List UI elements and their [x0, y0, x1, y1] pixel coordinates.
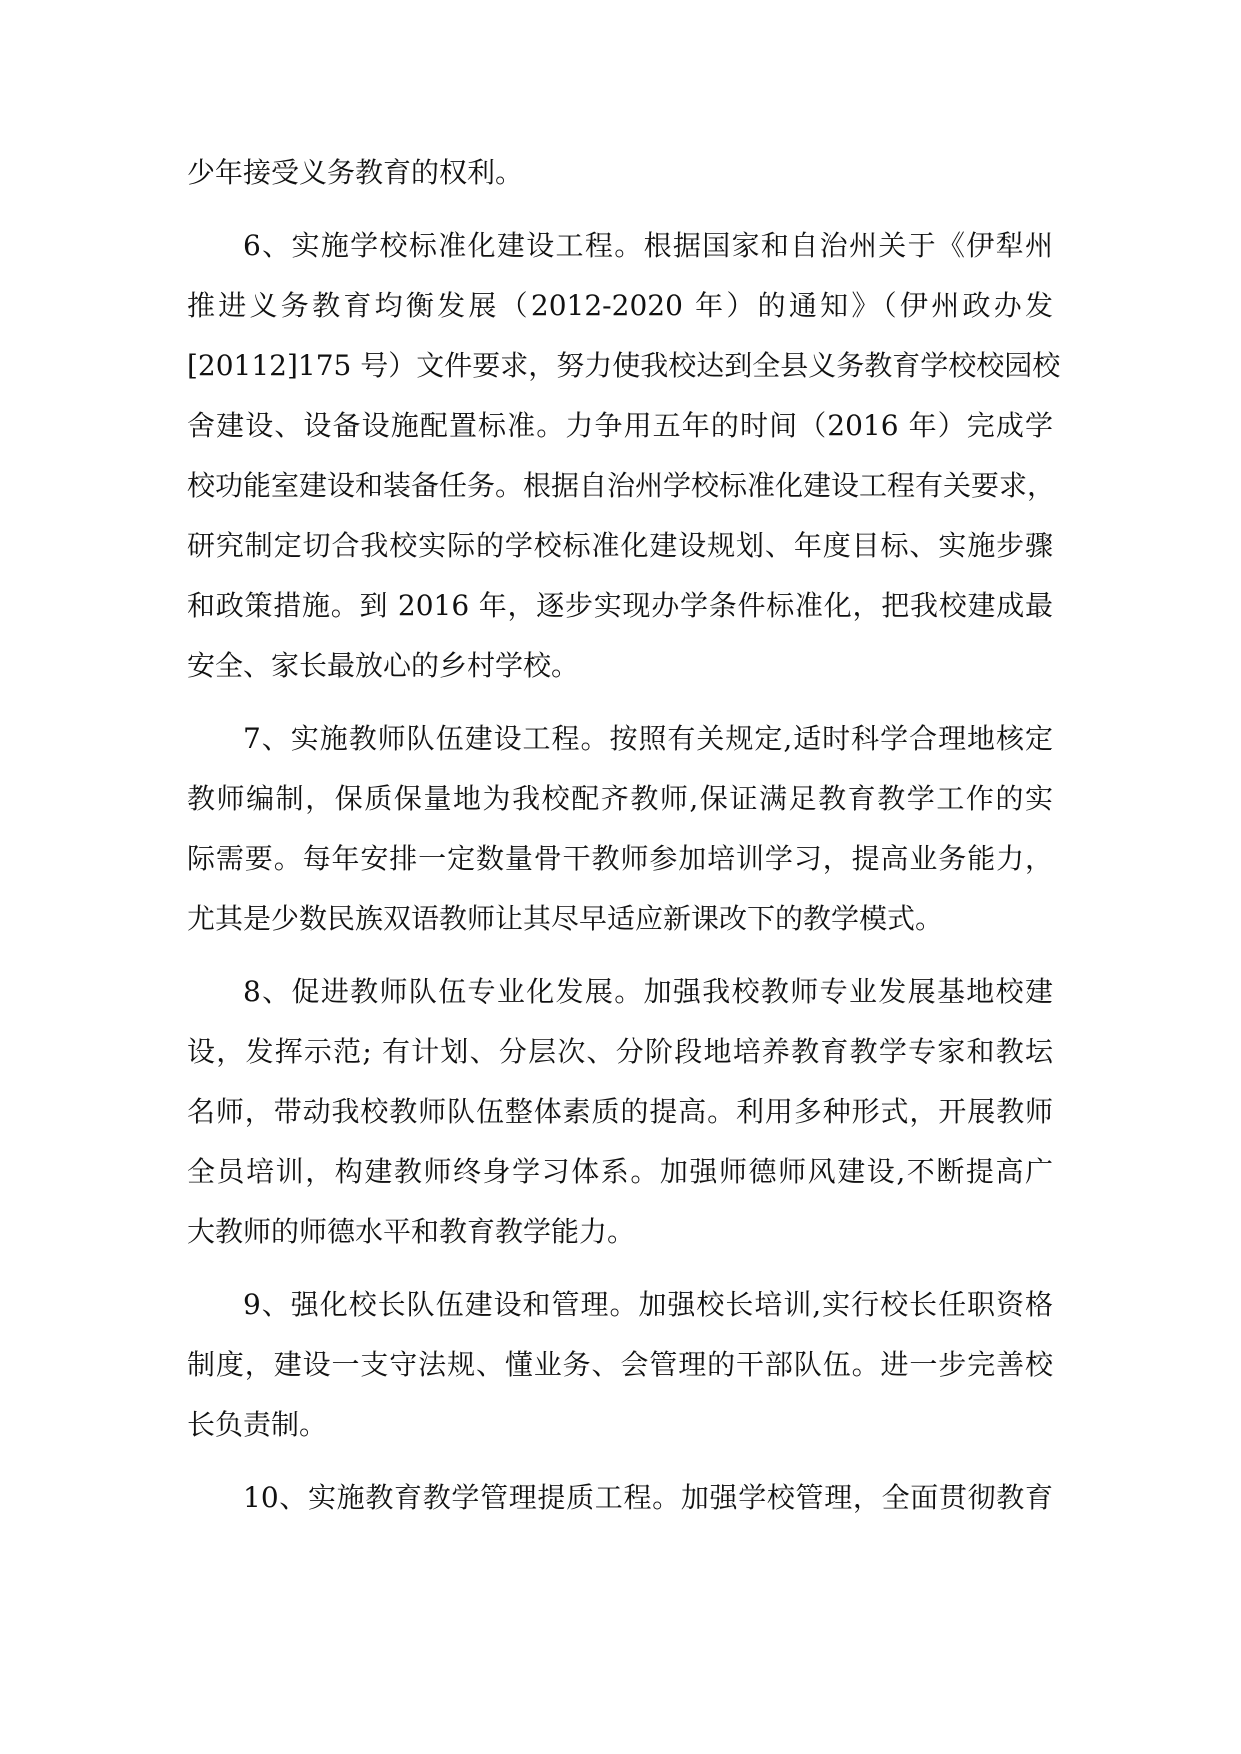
- text-line: 9、强化校长队伍建设和管理。加强校长培训,实行校长任职资格: [243, 1288, 1053, 1321]
- text-line: 校功能室建设和装备任务。根据自治州学校标准化建设工程有关要求，: [187, 469, 1056, 502]
- text-line: 6、实施学校标准化建设工程。根据国家和自治州关于《伊犁州: [243, 229, 1053, 262]
- text-line: 名师，带动我校教师队伍整体素质的提高。利用多种形式，开展教师: [187, 1095, 1053, 1128]
- text-line: 少年接受义务教育的权利。: [187, 156, 524, 189]
- text-line: 尤其是少数民族双语教师让其尽早适应新课改下的教学模式。: [187, 902, 944, 935]
- text-line: 际需要。每年安排一定数量骨干教师参加培训学习，提高业务能力，: [187, 842, 1053, 875]
- paragraph-item-6: [187, 216, 1061, 696]
- text-line: 制度，建设一支守法规、懂业务、会管理的干部队伍。进一步完善校: [187, 1348, 1053, 1381]
- text-line: 和政策措施。到 2016 年，逐步实现办学条件标准化，把我校建成最: [187, 589, 1053, 622]
- paragraph-item-9: [187, 1275, 1053, 1455]
- text-line: 8、促进教师队伍专业化发展。加强我校教师专业发展基地校建: [243, 975, 1053, 1008]
- text-line: 研究制定切合我校实际的学校标准化建设规划、年度目标、实施步骤: [187, 529, 1053, 562]
- paragraph-item-7: [187, 709, 1053, 949]
- text-line: 长负责制。: [187, 1408, 328, 1441]
- text-line: 全员培训，构建教师终身学习体系。加强师德师风建设,不断提高广: [187, 1155, 1053, 1188]
- text-line: 推进义务教育均衡发展（2012-2020 年）的通知》（伊州政办发: [187, 289, 1053, 322]
- text-line: 设，发挥示范; 有计划、分层次、分阶段地培养教育教学专家和教坛: [187, 1035, 1053, 1068]
- paragraph-continued: [187, 143, 1053, 203]
- text-line: 舍建设、设备设施配置标准。力争用五年的时间（2016 年）完成学: [187, 409, 1053, 442]
- text-line: 安全、家长最放心的乡村学校。: [187, 649, 580, 682]
- text-line: 10、实施教育教学管理提质工程。加强学校管理，全面贯彻教育: [243, 1481, 1053, 1514]
- text-line: [20112]175 号）文件要求，努力使我校达到全县义务教育学校校园校: [187, 349, 1061, 382]
- text-line: 教师编制，保质保量地为我校配齐教师,保证满足教育教学工作的实: [187, 782, 1053, 815]
- text-line: 7、实施教师队伍建设工程。按照有关规定,适时科学合理地核定: [243, 722, 1053, 755]
- paragraph-item-10: [187, 1468, 1053, 1528]
- document-body: [187, 143, 1061, 1528]
- paragraph-item-8: [187, 962, 1053, 1262]
- text-line: 大教师的师德水平和教育教学能力。: [187, 1215, 636, 1248]
